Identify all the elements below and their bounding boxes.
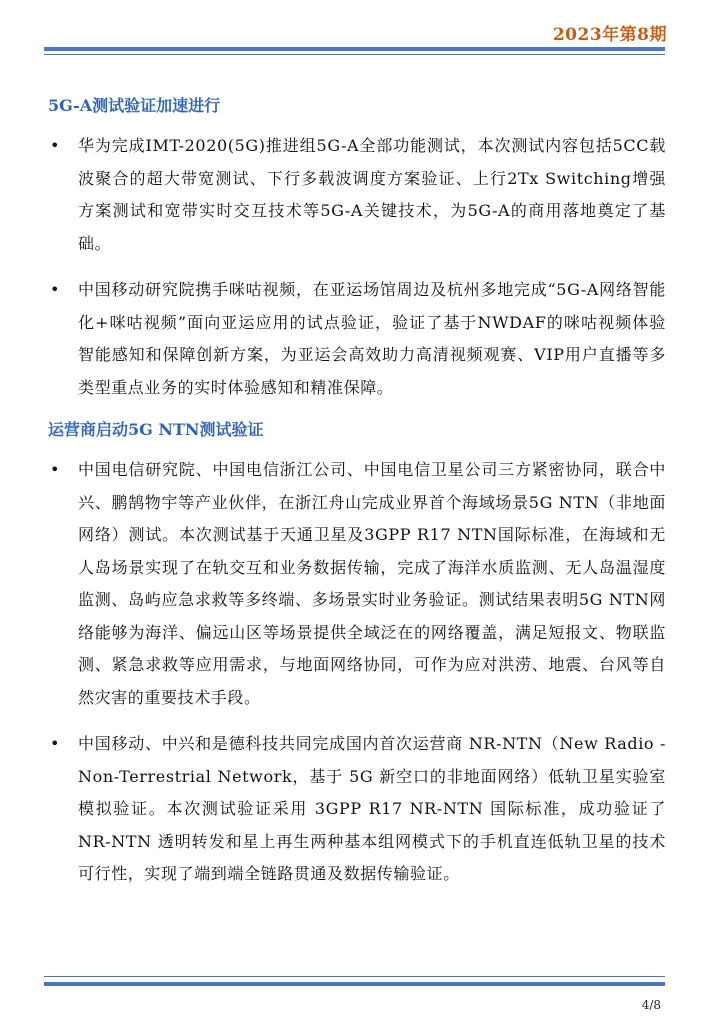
list-item xyxy=(48,454,666,714)
list-item xyxy=(48,274,666,404)
list-item-text: 华为完成IMT-2020(5G)推进组5G-A全部功能测试，本次测试内容包括5CC载波聚合的超大带宽测试、下行多载波调度方案验证、上行2Tx Switching增强方案测试和宽带实时交互技术等5G-A关键技术，为5G-A的商用落地奠定了基础。 xyxy=(78,136,666,253)
list-item xyxy=(48,130,666,260)
header-rule-thin xyxy=(44,54,665,55)
footer-rule-thin xyxy=(44,976,665,977)
bullet-icon: • xyxy=(50,280,60,299)
issue-label: 2023年第8期 xyxy=(552,25,667,45)
section-heading-ntn: 运营商启动5G NTN测试验证 xyxy=(48,420,264,439)
list-item-text: 中国移动、中兴和是德科技共同完成国内首次运营商 NR-NTN（New Radio - Non-Terrestrial Network，基于 5G 新空口的非地面网络）低轨卫星实验室模拟验证。本次测试验证采用 3GPP R17 NR-NTN 国际标准，成功验证了 NR-NTN 透明转发和星上再生两种基本组网模式下的手机直连低轨卫星的技术可行性，实现了端到端全链路贯通及数据传输验证。 xyxy=(78,734,666,883)
bullet-icon: • xyxy=(50,136,60,155)
page-number: 4/8 xyxy=(641,998,661,1012)
header-rule-thick xyxy=(44,47,665,51)
bullet-icon: • xyxy=(50,460,60,479)
list-item xyxy=(48,728,666,891)
list-item-text: 中国移动研究院携手咪咕视频，在亚运场馆周边及杭州多地完成“5G-A网络智能化+咪咕视频”面向亚运应用的试点验证，验证了基于NWDAF的咪咕视频体验智能感知和保障创新方案，为亚运会高效助力高清视频观赛、VIP用户直播等多类型重点业务的实时体验感知和精准保障。 xyxy=(78,280,666,397)
footer-rule-thick xyxy=(44,982,665,986)
section-heading-5g-a: 5G-A测试验证加速进行 xyxy=(48,96,221,115)
article-body xyxy=(48,94,666,905)
list-item-text: 中国电信研究院、中国电信浙江公司、中国电信卫星公司三方紧密协同，联合中兴、鹏鹄物宇等产业伙伴，在浙江舟山完成业界首个海域场景5G NTN（非地面网络）测试。本次测试基于天通卫星及3GPP R17 NTN国际标准，在海域和无人岛场景实现了在轨交互和业务数据传输，完成了海洋水质监测、无人岛温湿度监测、岛屿应急求救等多终端、多场景实时业务验证。测试结果表明5G NTN网络能够为海洋、偏远山区等场景提供全域泛在的网络覆盖，满足短报文、物联监测、紧急求救等应用需求，与地面网络协同，可作为应对洪涝、地震、台风等自然灾害的重要技术手段。 xyxy=(78,460,666,707)
bullet-icon: • xyxy=(50,734,60,753)
